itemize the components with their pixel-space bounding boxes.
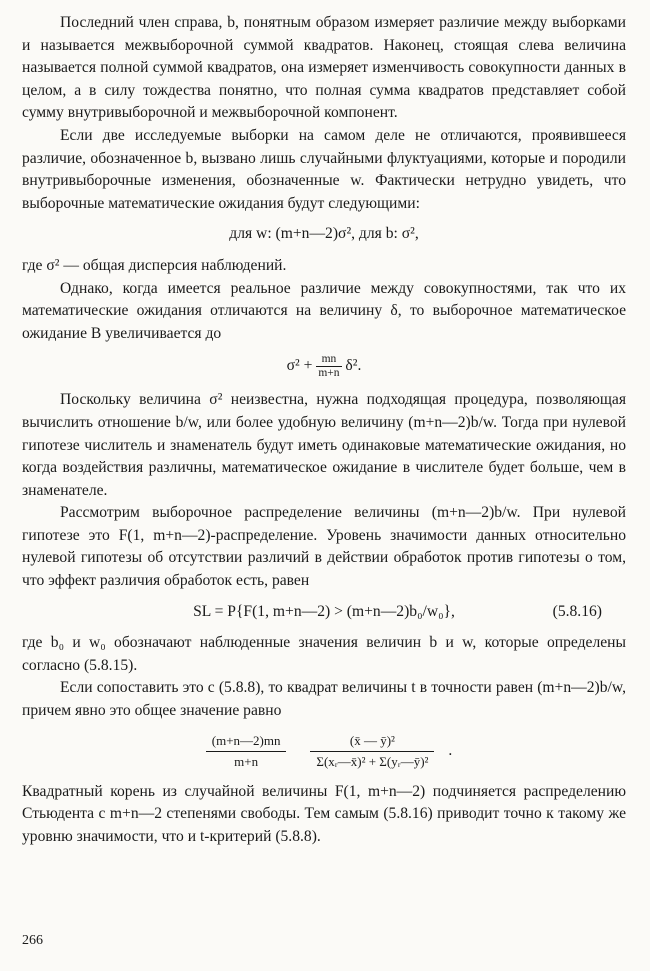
- paragraph-2: Если две исследуемые выборки на самом деле не отличаются, проявившееся различие, обозначенное b, вызвано лишь случайными флуктуациями, которые и породили внутривыборочные изменения, обозначенные w. Фактически нетрудно увидеть, что выборочные математические ожидания будут следующими:: [22, 126, 626, 212]
- paragraph-5: Поскольку величина σ² неизвестна, нужна подходящая процедура, позволяющая вычислить отношение b/w, или более удобную величину (m+n—2)b/w. Тогда при нулевой гипотезе числитель и знаменатель будут иметь одинаковые математические ожидания, но когда воздействия различны, математическое ожидание в числителе будет больше, чем в знаменателе.: [22, 391, 626, 499]
- equation-number: (5.8.16): [552, 602, 602, 620]
- paragraph-6: Рассмотрим выборочное распределение величины (m+n—2)b/w. При нулевой гипотезе это F(1, m+n—2)-распределение. Уровень значимости данных относительно нулевой гипотезы об отсутствии различий в действии обработок против гипотезы о том, что эффект различия обработок есть, равен: [22, 504, 626, 590]
- fraction-numerator: (x̄ — ȳ)²: [310, 731, 434, 752]
- paragraph-4: Однако, когда имеется реальное различие между совокупностями, так что их математические ожидания отличаются на величину δ, то выборочное математическое ожидание B увеличивается до: [22, 279, 626, 342]
- fraction-denominator: m+n: [318, 367, 340, 380]
- equation-expected-b-base: σ² +: [286, 357, 313, 375]
- fraction-denominator: Σ(xᵣ—x̄)² + Σ(yᵣ—ȳ)²: [316, 753, 429, 769]
- paragraph-3: где σ² — общая дисперсия наблюдений.: [22, 256, 287, 274]
- page-number: 266: [22, 933, 43, 948]
- equation-t-squared-fraction-1: [206, 731, 287, 772]
- paragraph-9: Квадратный корень из случайной величины F(1, m+n—2) подчиняется распределению Стьюдента с m+n—2 степенями свободы. Тем самым (5.8.16) приводит точно к такому же уровню значимости, что и t-критерий (5.8.8).: [22, 782, 626, 845]
- paragraph-1: Последний член справа, b, понятным образом измеряет различие между выборками и называется межвыборочной суммой квадратов. Наконец, стоящая слева величина называется полной суммой квадратов, она измеряет изменчивость совокупности данных в целом, а в силу тождества понятно, что полная сумма квадратов представляет собой сумму внутривыборочной и межвыборочной компонент.: [22, 14, 626, 122]
- equation-expectations-text: для w: (m+n—2)σ², для b: σ²,: [229, 225, 419, 243]
- equation-expectations: [22, 223, 626, 246]
- fraction-denominator: m+n: [234, 753, 259, 769]
- equation-expected-b: [22, 353, 626, 380]
- equation-t-squared-tail: .: [448, 741, 453, 759]
- equation-t-squared: [22, 731, 626, 772]
- equation-expected-b-fraction: [316, 353, 341, 380]
- paragraph-8: Если сопоставить это с (5.8.8), то квадрат величины t в точности равен (m+n—2)b/w, причем явно это общее значение равно: [22, 679, 626, 720]
- paragraph-7: где b₀ и w₀ обозначают наблюденные значения величин b и w, которые определены согласно (5.8.15).: [22, 634, 626, 674]
- fraction-numerator: (m+n—2)mn: [206, 731, 287, 752]
- equation-t-squared-fraction-2: [310, 731, 434, 772]
- equation-significance-text: SL = P{F(1, m+n—2) > (m+n—2)b₀/w₀},: [193, 602, 455, 620]
- fraction-numerator: mn: [316, 353, 341, 367]
- equation-expected-b-tail: δ².: [345, 357, 362, 375]
- equation-significance-level: [22, 601, 626, 624]
